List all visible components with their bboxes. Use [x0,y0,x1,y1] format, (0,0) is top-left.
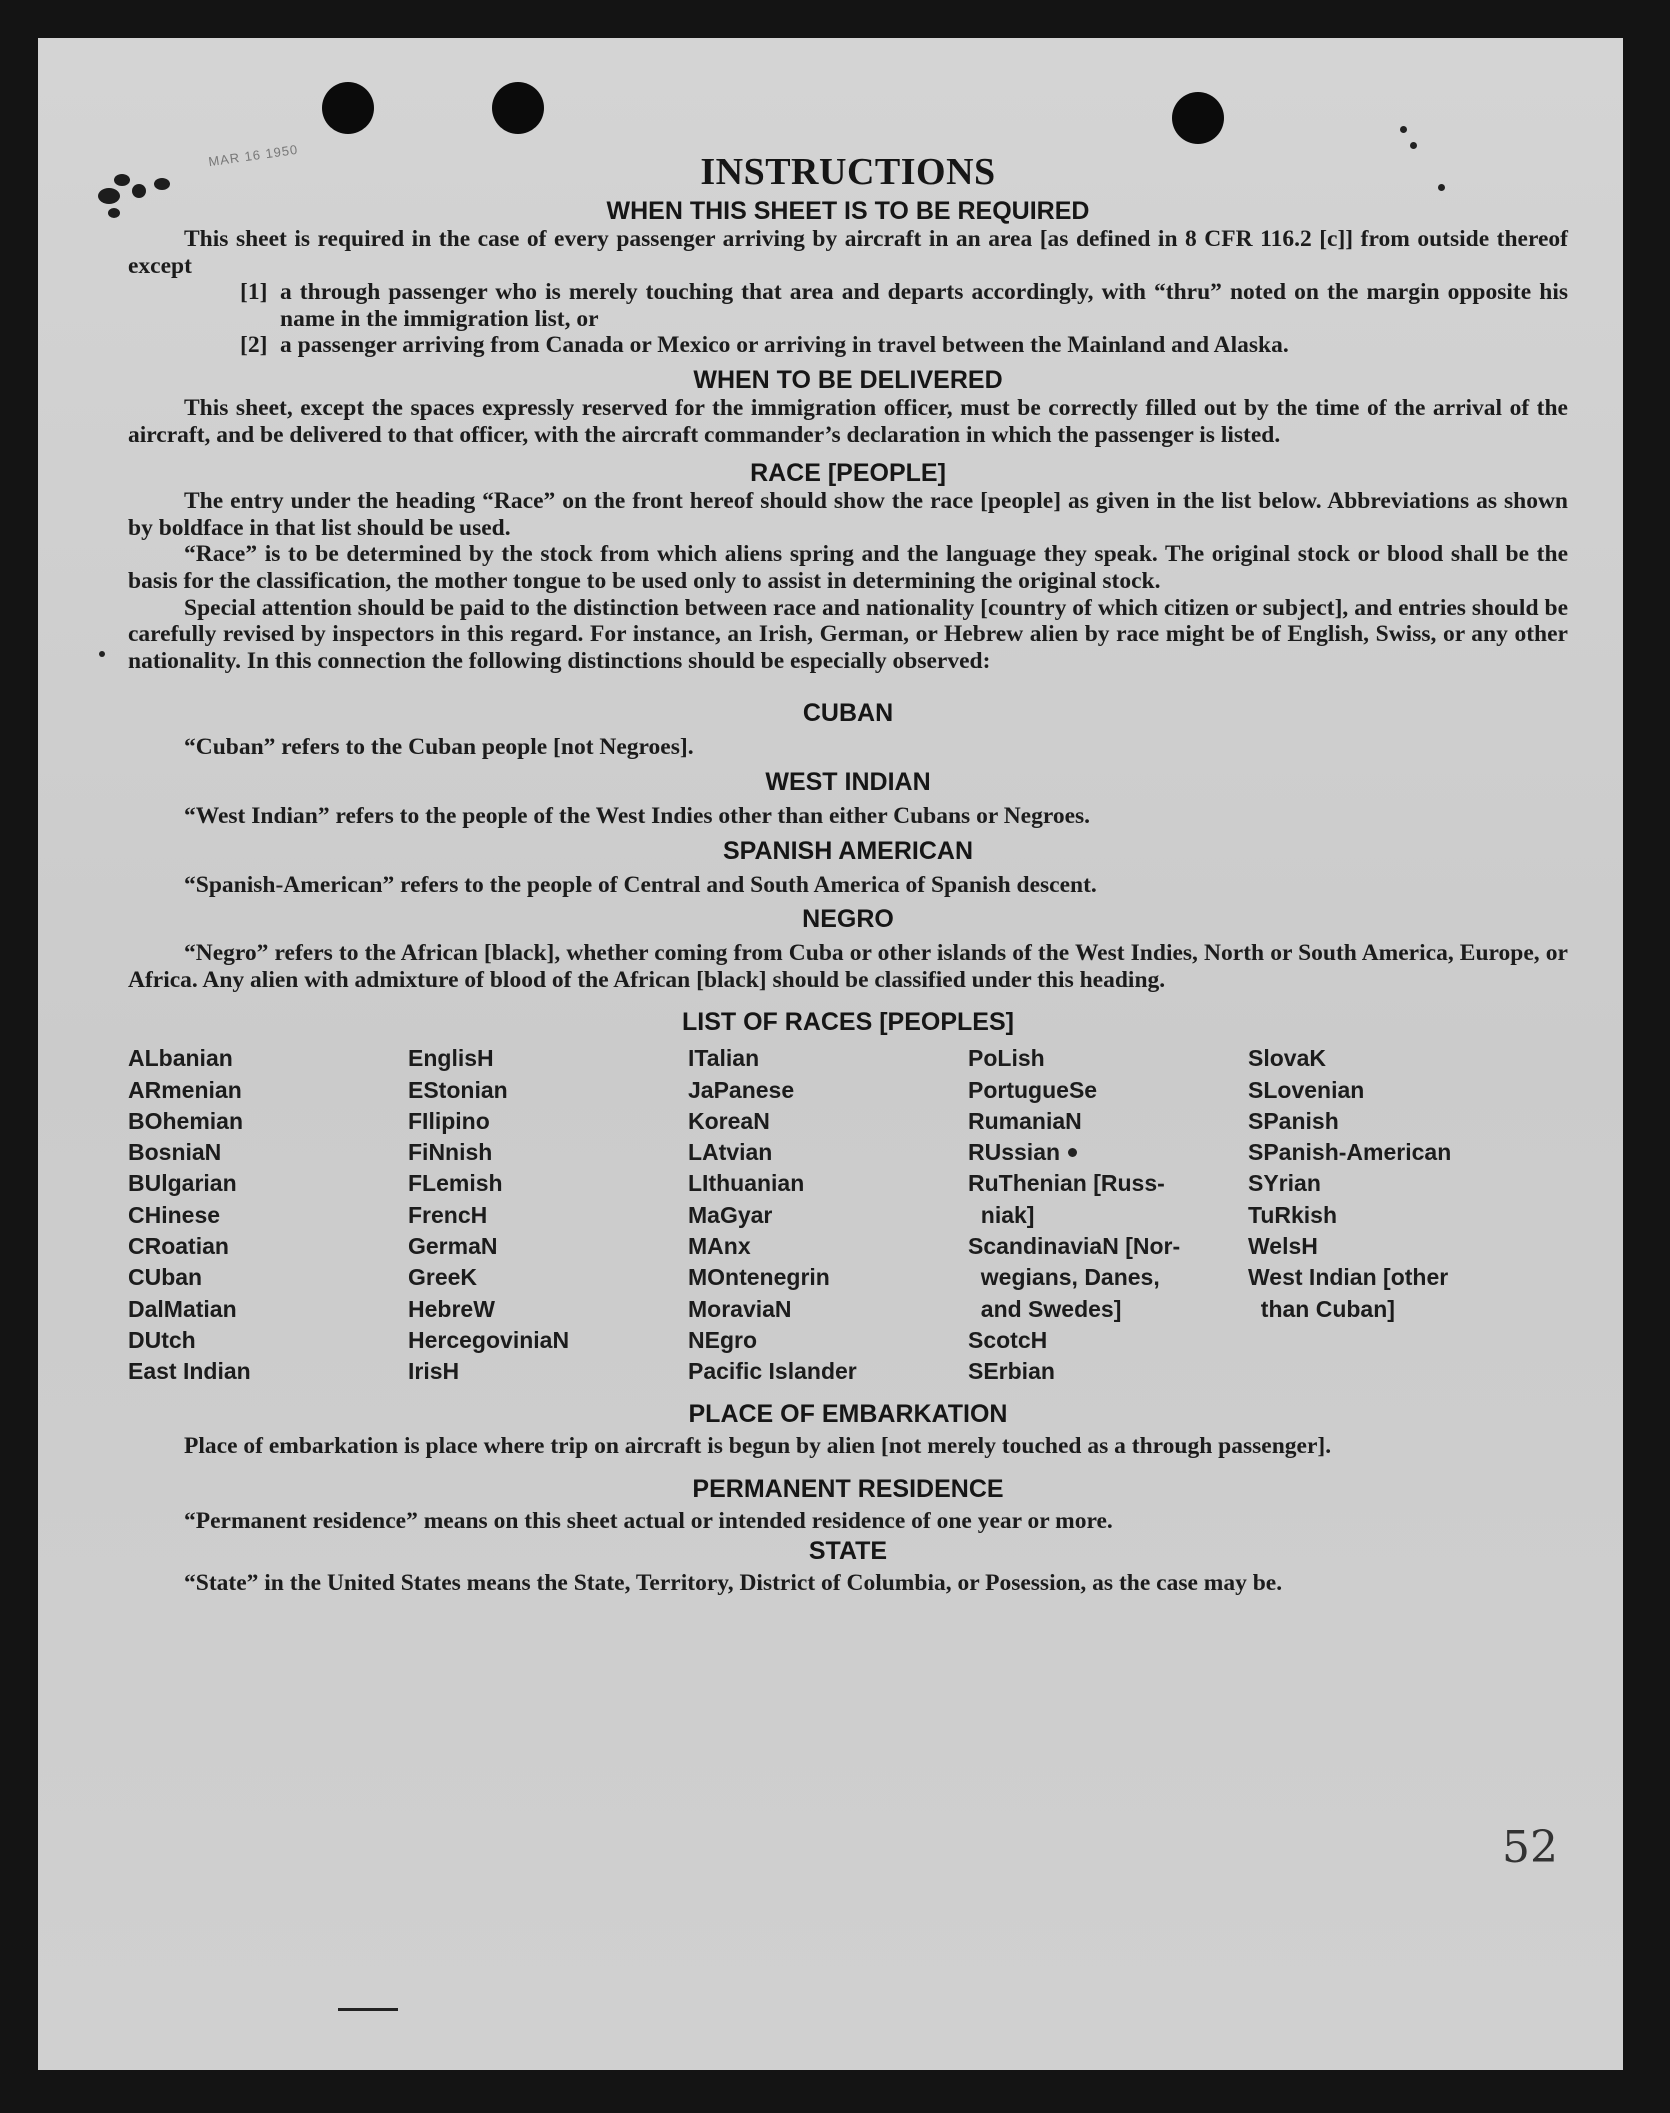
ink-smudge [98,188,120,204]
pen-stroke [338,2008,398,2011]
item-number: [1] [240,279,268,306]
race-entry: RuThenian [Russ- [968,1170,1165,1197]
race-entry: and Swedes] [968,1295,1122,1322]
embarkation-heading: PLACE OF EMBARKATION [688,1400,1008,1429]
when-required-heading: WHEN THIS SHEET IS TO BE REQUIRED [606,197,1090,225]
race-entry: niak] [968,1201,1035,1228]
ink-spot [1410,142,1417,149]
race-entry: PortugueSe [968,1076,1098,1103]
race-paragraph: Special attention should be paid to the distinction between race and nationality [country of which citizen or subject], and entries should be carefully revised by inspectors in this regard. For instance, an Irish, German, or Hebrew alien by race might be of English, Swiss, or any other nationality. In this connection the following distinctions should be especially observed: [128,594,1568,674]
race-entry: DalMatian [128,1295,237,1322]
race-column [968,1043,1248,1393]
race-entry: SPanish-American [1248,1139,1452,1166]
race-entry: BUlgarian [128,1170,237,1197]
list-item [240,279,1568,332]
spanish-american-text: “Spanish-American” refers to the people of Central and South America of Spanish descent. [184,871,1097,898]
race-entry: GreeK [408,1264,478,1291]
ink-spot [99,651,105,657]
document-sheet [38,38,1623,2070]
race-entry: NEgro [688,1326,757,1353]
when-required-intro: This sheet is required in the case of every passenger arriving by aircraft in an area [as defined in 8 CFR 116.2 [c]] from outside thereof except [128,226,1568,279]
handwritten-mark: 52 [1502,1822,1558,1873]
spanish-american-heading: SPANISH AMERICAN [722,836,973,865]
item-number: [2] [240,332,268,359]
race-entry: JaPanese [688,1076,795,1103]
cuban-heading: CUBAN [802,699,894,728]
race-list [128,1043,1568,1393]
item-text: a passenger arriving from Canada or Mexico or arriving in travel between the Mainland and Alaska. [280,332,1289,359]
negro-text: “Negro” refers to the African [black], whether coming from Cuba or other islands of the West Indies, North or South America, Europe, or Africa. Any alien with admixture of blood of the African [black] should be classified under this heading. [128,940,1568,993]
race-entry: ARmenian [128,1076,242,1103]
state-heading: STATE [808,1537,888,1566]
race-entry: Pacific Islander [688,1358,857,1385]
list-of-races-heading: LIST OF RACES [PEOPLES] [682,1008,1014,1037]
race-entry: SYrian [1248,1170,1321,1197]
race-entry: MaGyar [688,1201,773,1228]
race-entry: PoLish [968,1045,1045,1072]
punch-hole [1172,92,1224,144]
race-entry: ITalian [688,1045,760,1072]
race-column [1248,1043,1528,1393]
list-item [240,332,1568,359]
race-entry: FiNnish [408,1139,493,1166]
race-entry: SLovenian [1248,1076,1365,1103]
race-entry: East Indian [128,1358,251,1385]
race-paragraph: “Race” is to be determined by the stock from which aliens spring and the language they speak. The original stock or blood shall be the basis for the classification, the mother tongue to be used only to assist in determining the original stock. [128,541,1568,594]
race-entry: IrisH [408,1358,460,1385]
race-entry: than Cuban] [1248,1295,1395,1322]
ink-spot [1400,126,1407,133]
exception-list [240,279,1568,359]
when-delivered-heading: WHEN TO BE DELIVERED [693,365,1003,394]
race-entry: ScandinaviaN [Nor- [968,1233,1181,1260]
race-entry: HebreW [408,1295,495,1322]
race-entry: CRoatian [128,1233,229,1260]
race-entry: WelsH [1248,1233,1318,1260]
residence-heading: PERMANENT RESIDENCE [692,1474,1004,1503]
race-entry: MAnx [688,1233,751,1260]
embarkation-text: Place of embarkation is place where trip on aircraft is begun by alien [not merely touched as a through passenger]. [184,1433,1332,1460]
race-entry: wegians, Danes, [968,1264,1160,1291]
race-entry: FIlipino [408,1107,490,1134]
residence-text: “Permanent residence” means on this sheet actual or intended residence of one year or more. [184,1507,1113,1534]
race-entry: LAtvian [688,1139,773,1166]
race-entry: FLemish [408,1170,503,1197]
race-entry: DUtch [128,1326,196,1353]
race-entry: SlovaK [1248,1045,1326,1072]
race-entry: CUban [128,1264,203,1291]
race-entry: CHinese [128,1201,221,1228]
race-entry: BOhemian [128,1107,244,1134]
race-entry: SErbian [968,1358,1055,1385]
race-column [128,1043,408,1393]
race-entry: BosniaN [128,1139,222,1166]
item-text: a through passenger who is merely touching that area and departs accordingly, with “thru” noted on the margin opposite his name in the immigration list, or [280,279,1568,332]
race-entry: FrencH [408,1201,488,1228]
race-entry: ALbanian [128,1045,233,1072]
race-entry: West Indian [other [1248,1264,1449,1291]
date-stamp: MAR 16 1950 [207,141,300,170]
race-paragraph: The entry under the heading “Race” on the front hereof should show the race [people] as given in the list below. Abbreviations as shown by boldface in that list should be used. [128,488,1568,541]
race-entry: HercegoviniaN [408,1326,570,1353]
state-text: “State” in the United States means the State, Territory, District of Columbia, or Posession, as the case may be. [184,1570,1283,1597]
race-entry: TuRkish [1248,1201,1338,1228]
race-entry: ScotcH [968,1326,1048,1353]
race-entry: LIthuanian [688,1170,805,1197]
race-entry: KoreaN [688,1107,770,1134]
race-heading: RACE [PEOPLE] [750,459,946,488]
punch-hole [492,82,544,134]
west-indian-text: “West Indian” refers to the people of the West Indies other than either Cubans or Negroes. [184,802,1091,829]
race-entry: GermaN [408,1233,498,1260]
west-indian-heading: WEST INDIAN [765,767,931,796]
when-delivered-text: This sheet, except the spaces expressly reserved for the immigration officer, must be correctly filled out by the time of the arrival of the aircraft, and be delivered to that officer, with the aircraft commander’s declaration in which the passenger is listed. [128,394,1568,448]
race-entry: MoraviaN [688,1295,792,1322]
race-entry: MOntenegrin [688,1264,830,1291]
race-entry: RUssian [968,1139,1061,1166]
punch-hole [322,82,374,134]
race-entry: SPanish [1248,1107,1339,1134]
race-entry: RumaniaN [968,1107,1082,1134]
race-column [408,1043,688,1393]
race-entry: EStonian [408,1076,508,1103]
ink-smudge [108,208,120,218]
instructions-body [128,150,1568,1597]
race-column [688,1043,968,1393]
page-title: INSTRUCTIONS [700,151,996,193]
race-entry: EnglisH [408,1045,494,1072]
negro-heading: NEGRO [802,905,894,934]
cuban-text: “Cuban” refers to the Cuban people [not Negroes]. [184,734,694,761]
